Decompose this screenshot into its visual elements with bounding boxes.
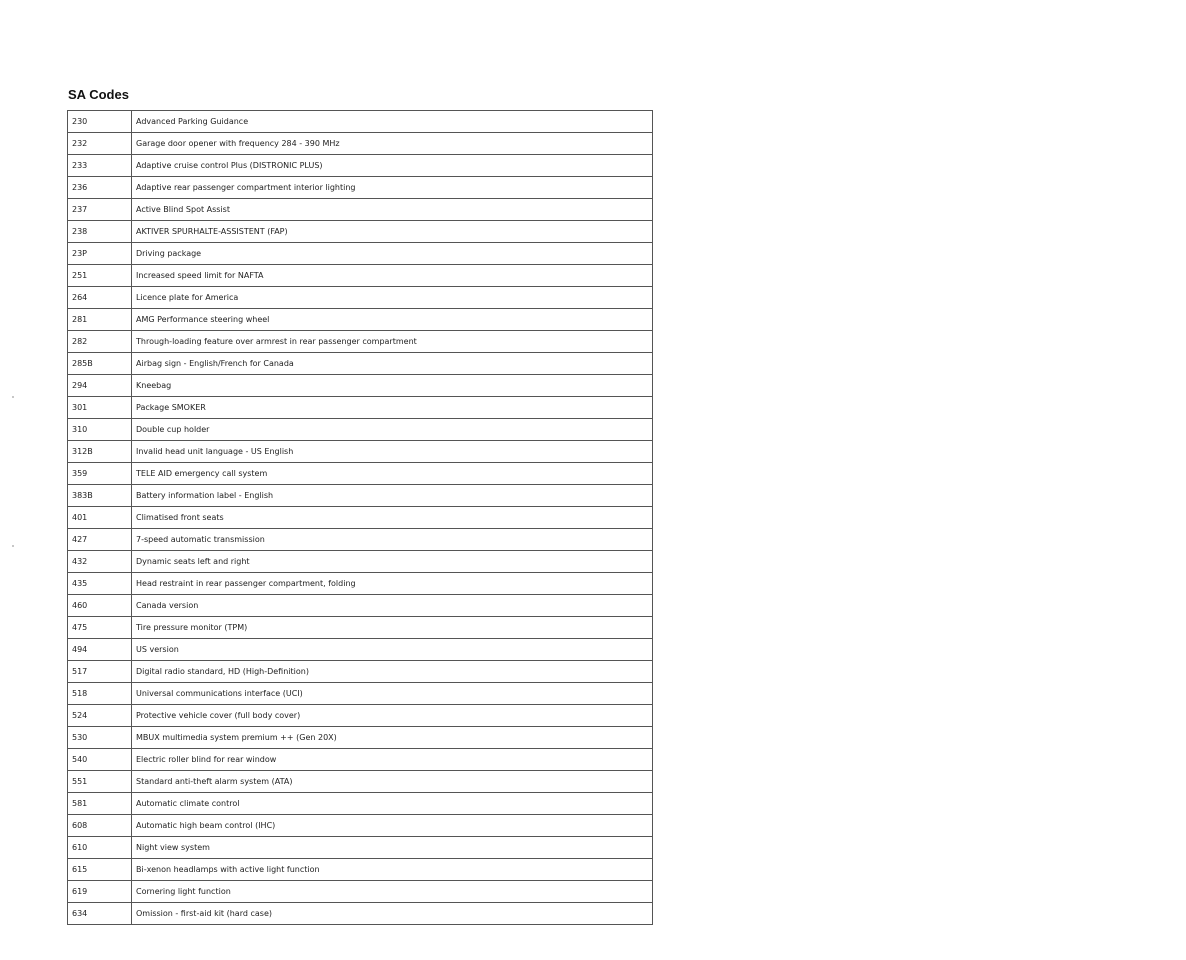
table-row: [68, 705, 653, 727]
table-row: [68, 529, 653, 551]
table-row: [68, 485, 653, 507]
sa-code-cell: 530: [68, 727, 132, 749]
table-row: [68, 287, 653, 309]
sa-description-cell: Adaptive cruise control Plus (DISTRONIC PLUS): [132, 155, 653, 177]
sa-code-cell: 230: [68, 111, 132, 133]
table-row: [68, 331, 653, 353]
sa-description-cell: Night view system: [132, 837, 653, 859]
table-row: [68, 727, 653, 749]
sa-description-cell: Invalid head unit language - US English: [132, 441, 653, 463]
sa-description-cell: Dynamic seats left and right: [132, 551, 653, 573]
sa-description-cell: Double cup holder: [132, 419, 653, 441]
table-row: [68, 661, 653, 683]
sa-description-cell: Licence plate for America: [132, 287, 653, 309]
table-row: [68, 375, 653, 397]
table-row: [68, 309, 653, 331]
sa-code-cell: 518: [68, 683, 132, 705]
sa-description-cell: MBUX multimedia system premium ++ (Gen 20X): [132, 727, 653, 749]
table-row: [68, 111, 653, 133]
sa-code-cell: 23P: [68, 243, 132, 265]
table-row: [68, 265, 653, 287]
sa-description-cell: Head restraint in rear passenger compartment, folding: [132, 573, 653, 595]
table-row: [68, 903, 653, 925]
table-row: [68, 353, 653, 375]
sa-code-cell: 294: [68, 375, 132, 397]
sa-code-cell: 301: [68, 397, 132, 419]
sa-code-cell: 310: [68, 419, 132, 441]
margin-dot: [12, 545, 14, 547]
sa-code-cell: 610: [68, 837, 132, 859]
table-row: [68, 397, 653, 419]
sa-code-cell: 285B: [68, 353, 132, 375]
table-row: [68, 507, 653, 529]
sa-description-cell: AMG Performance steering wheel: [132, 309, 653, 331]
table-row: [68, 617, 653, 639]
sa-description-cell: US version: [132, 639, 653, 661]
table-row: [68, 771, 653, 793]
sa-code-cell: 517: [68, 661, 132, 683]
table-row: [68, 419, 653, 441]
sa-code-cell: 282: [68, 331, 132, 353]
table-row: [68, 551, 653, 573]
table-row: [68, 749, 653, 771]
sa-code-cell: 460: [68, 595, 132, 617]
sa-description-cell: Increased speed limit for NAFTA: [132, 265, 653, 287]
sa-code-cell: 401: [68, 507, 132, 529]
sa-description-cell: Through-loading feature over armrest in rear passenger compartment: [132, 331, 653, 353]
sa-description-cell: Garage door opener with frequency 284 - 390 MHz: [132, 133, 653, 155]
sa-code-cell: 435: [68, 573, 132, 595]
sa-code-cell: 237: [68, 199, 132, 221]
sa-code-cell: 608: [68, 815, 132, 837]
table-row: [68, 573, 653, 595]
table-row: [68, 199, 653, 221]
sa-code-cell: 383B: [68, 485, 132, 507]
table-row: [68, 441, 653, 463]
sa-description-cell: Tire pressure monitor (TPM): [132, 617, 653, 639]
table-row: [68, 793, 653, 815]
table-row: [68, 639, 653, 661]
sa-description-cell: Canada version: [132, 595, 653, 617]
sa-codes-table-body: [68, 111, 653, 925]
sa-code-cell: 581: [68, 793, 132, 815]
sa-description-cell: AKTIVER SPURHALTE-ASSISTENT (FAP): [132, 221, 653, 243]
sa-description-cell: Cornering light function: [132, 881, 653, 903]
sa-code-cell: 494: [68, 639, 132, 661]
page-title: SA Codes: [68, 87, 129, 102]
table-row: [68, 837, 653, 859]
table-row: [68, 859, 653, 881]
sa-code-cell: 427: [68, 529, 132, 551]
sa-code-cell: 619: [68, 881, 132, 903]
table-row: [68, 815, 653, 837]
sa-code-cell: 312B: [68, 441, 132, 463]
sa-code-cell: 634: [68, 903, 132, 925]
sa-code-cell: 233: [68, 155, 132, 177]
sa-description-cell: Airbag sign - English/French for Canada: [132, 353, 653, 375]
table-row: [68, 133, 653, 155]
table-row: [68, 881, 653, 903]
sa-description-cell: Driving package: [132, 243, 653, 265]
sa-code-cell: 238: [68, 221, 132, 243]
sa-description-cell: Battery information label - English: [132, 485, 653, 507]
table-row: [68, 221, 653, 243]
sa-description-cell: Active Blind Spot Assist: [132, 199, 653, 221]
sa-description-cell: Universal communications interface (UCI): [132, 683, 653, 705]
sa-code-cell: 281: [68, 309, 132, 331]
table-row: [68, 177, 653, 199]
sa-description-cell: Package SMOKER: [132, 397, 653, 419]
sa-code-cell: 232: [68, 133, 132, 155]
sa-description-cell: Protective vehicle cover (full body cover): [132, 705, 653, 727]
sa-description-cell: Automatic climate control: [132, 793, 653, 815]
sa-description-cell: Advanced Parking Guidance: [132, 111, 653, 133]
sa-code-cell: 551: [68, 771, 132, 793]
sa-code-cell: 615: [68, 859, 132, 881]
sa-code-cell: 432: [68, 551, 132, 573]
sa-description-cell: Omission - first-aid kit (hard case): [132, 903, 653, 925]
margin-dot: [12, 396, 14, 398]
table-row: [68, 155, 653, 177]
sa-code-cell: 475: [68, 617, 132, 639]
sa-code-cell: 251: [68, 265, 132, 287]
sa-code-cell: 540: [68, 749, 132, 771]
sa-code-cell: 264: [68, 287, 132, 309]
sa-code-cell: 359: [68, 463, 132, 485]
table-row: [68, 463, 653, 485]
sa-code-cell: 524: [68, 705, 132, 727]
sa-description-cell: Automatic high beam control (IHC): [132, 815, 653, 837]
sa-description-cell: Bi-xenon headlamps with active light function: [132, 859, 653, 881]
sa-description-cell: Standard anti-theft alarm system (ATA): [132, 771, 653, 793]
sa-description-cell: Electric roller blind for rear window: [132, 749, 653, 771]
sa-description-cell: Digital radio standard, HD (High-Definition): [132, 661, 653, 683]
sa-description-cell: TELE AID emergency call system: [132, 463, 653, 485]
table-row: [68, 243, 653, 265]
sa-description-cell: Kneebag: [132, 375, 653, 397]
sa-codes-table: [67, 110, 653, 925]
sa-description-cell: Climatised front seats: [132, 507, 653, 529]
sa-code-cell: 236: [68, 177, 132, 199]
table-row: [68, 683, 653, 705]
sa-description-cell: Adaptive rear passenger compartment interior lighting: [132, 177, 653, 199]
sa-description-cell: 7-speed automatic transmission: [132, 529, 653, 551]
table-row: [68, 595, 653, 617]
